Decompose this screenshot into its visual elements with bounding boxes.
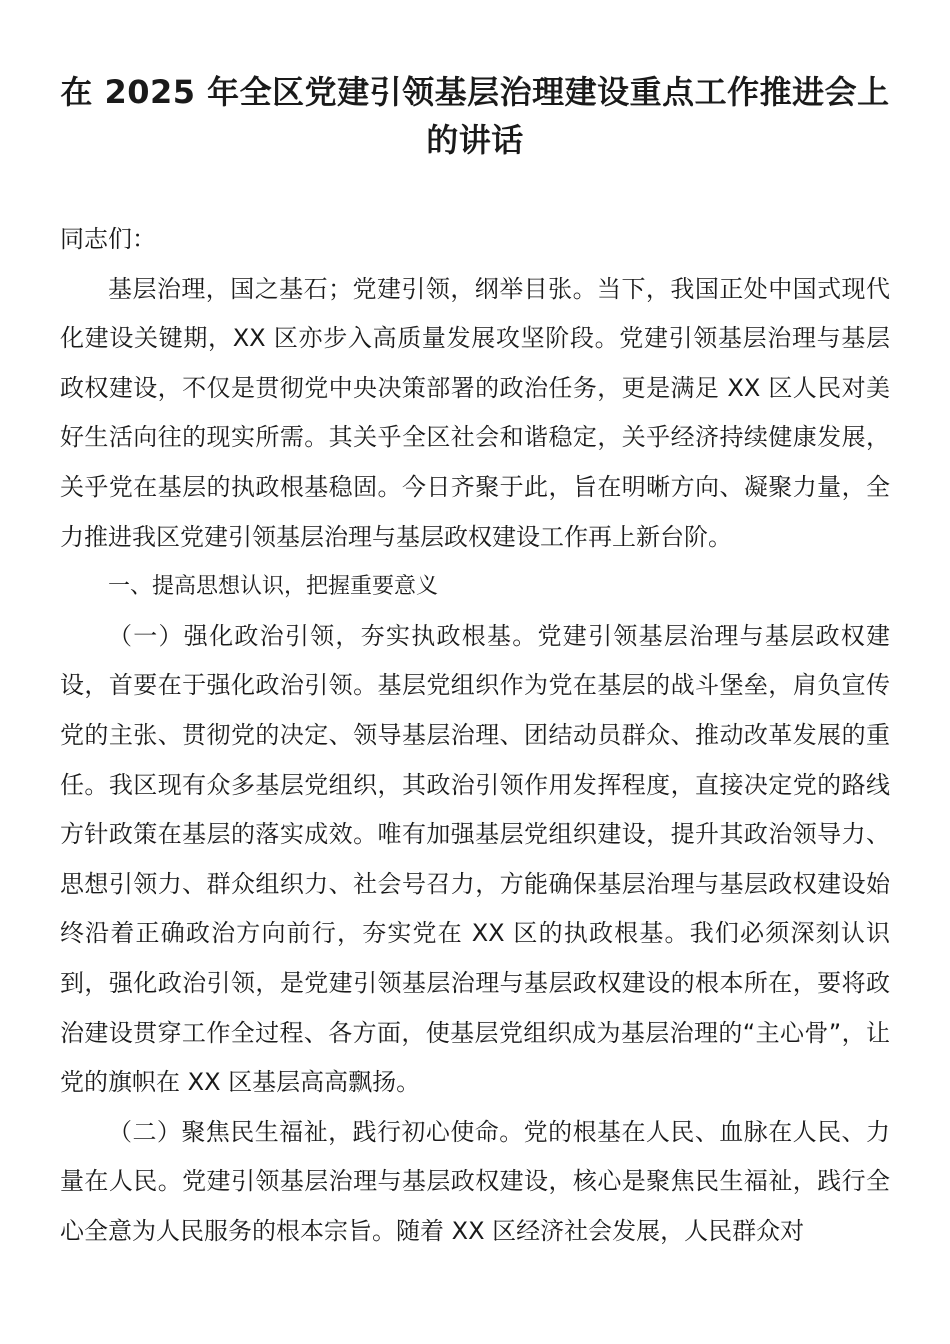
subsection-paragraph-2: （二）聚焦民生福祉，践行初心使命。党的根基在人民、血脉在人民、力量在人民。党建引领基层治理与基层政权建设，核心是聚焦民生福祉，践行全心全意为人民服务的根本宗旨。随着 XX 区经济社会发展，人民群众对 — [60, 1117, 890, 1245]
section-heading-1: 一、提高思想认识，把握重要意义 — [108, 574, 439, 600]
document-body — [60, 215, 890, 1256]
subsection-paragraph-1: （一）强化政治引领，夯实执政根基。党建引领基层治理与基层政权建设，首要在于强化政治引领。基层党组织作为党在基层的战斗堡垒，肩负宣传党的主张、贯彻党的决定、领导基层治理、团结动员群众、推动改革发展的重任。我区现有众多基层党组织，其政治引领作用发挥程度，直接决定党的路线方针政策在基层的落实成效。唯有加强基层党组织建设，提升其政治领导力、思想引领力、群众组织力、社会号召力，方能确保基层治理与基层政权建设始终沿着正确政治方向前行，夯实党在 XX 区的执政根基。我们必须深刻认识到，强化政治引领，是党建引领基层治理与基层政权建设的根本所在，要将政治建设贯穿工作全过程、各方面，使基层党组织成为基层治理的“主心骨”，让党的旗帜在 XX 区基层高高飘扬。 — [60, 621, 890, 1097]
document-title: 在 2025 年全区党建引领基层治理建设重点工作推进会上的讲话 — [60, 73, 890, 159]
intro-paragraph: 基层治理，国之基石；党建引领，纲举目张。当下，我国正处中国式现代化建设关键期，XX 区亦步入高质量发展攻坚阶段。党建引领基层治理与基层政权建设，不仅是贯彻党中央决策部署的政治任务，更是满足 XX 区人民对美好生活向往的现实所需。其关乎全区社会和谐稳定，关乎经济持续健康发展，关乎党在基层的执政根基稳固。今日齐聚于此，旨在明晰方向、凝聚力量，全力推进我区党建引领基层治理与基层政权建设工作再上新台阶。 — [60, 274, 890, 551]
salutation: 同志们： — [60, 225, 156, 253]
